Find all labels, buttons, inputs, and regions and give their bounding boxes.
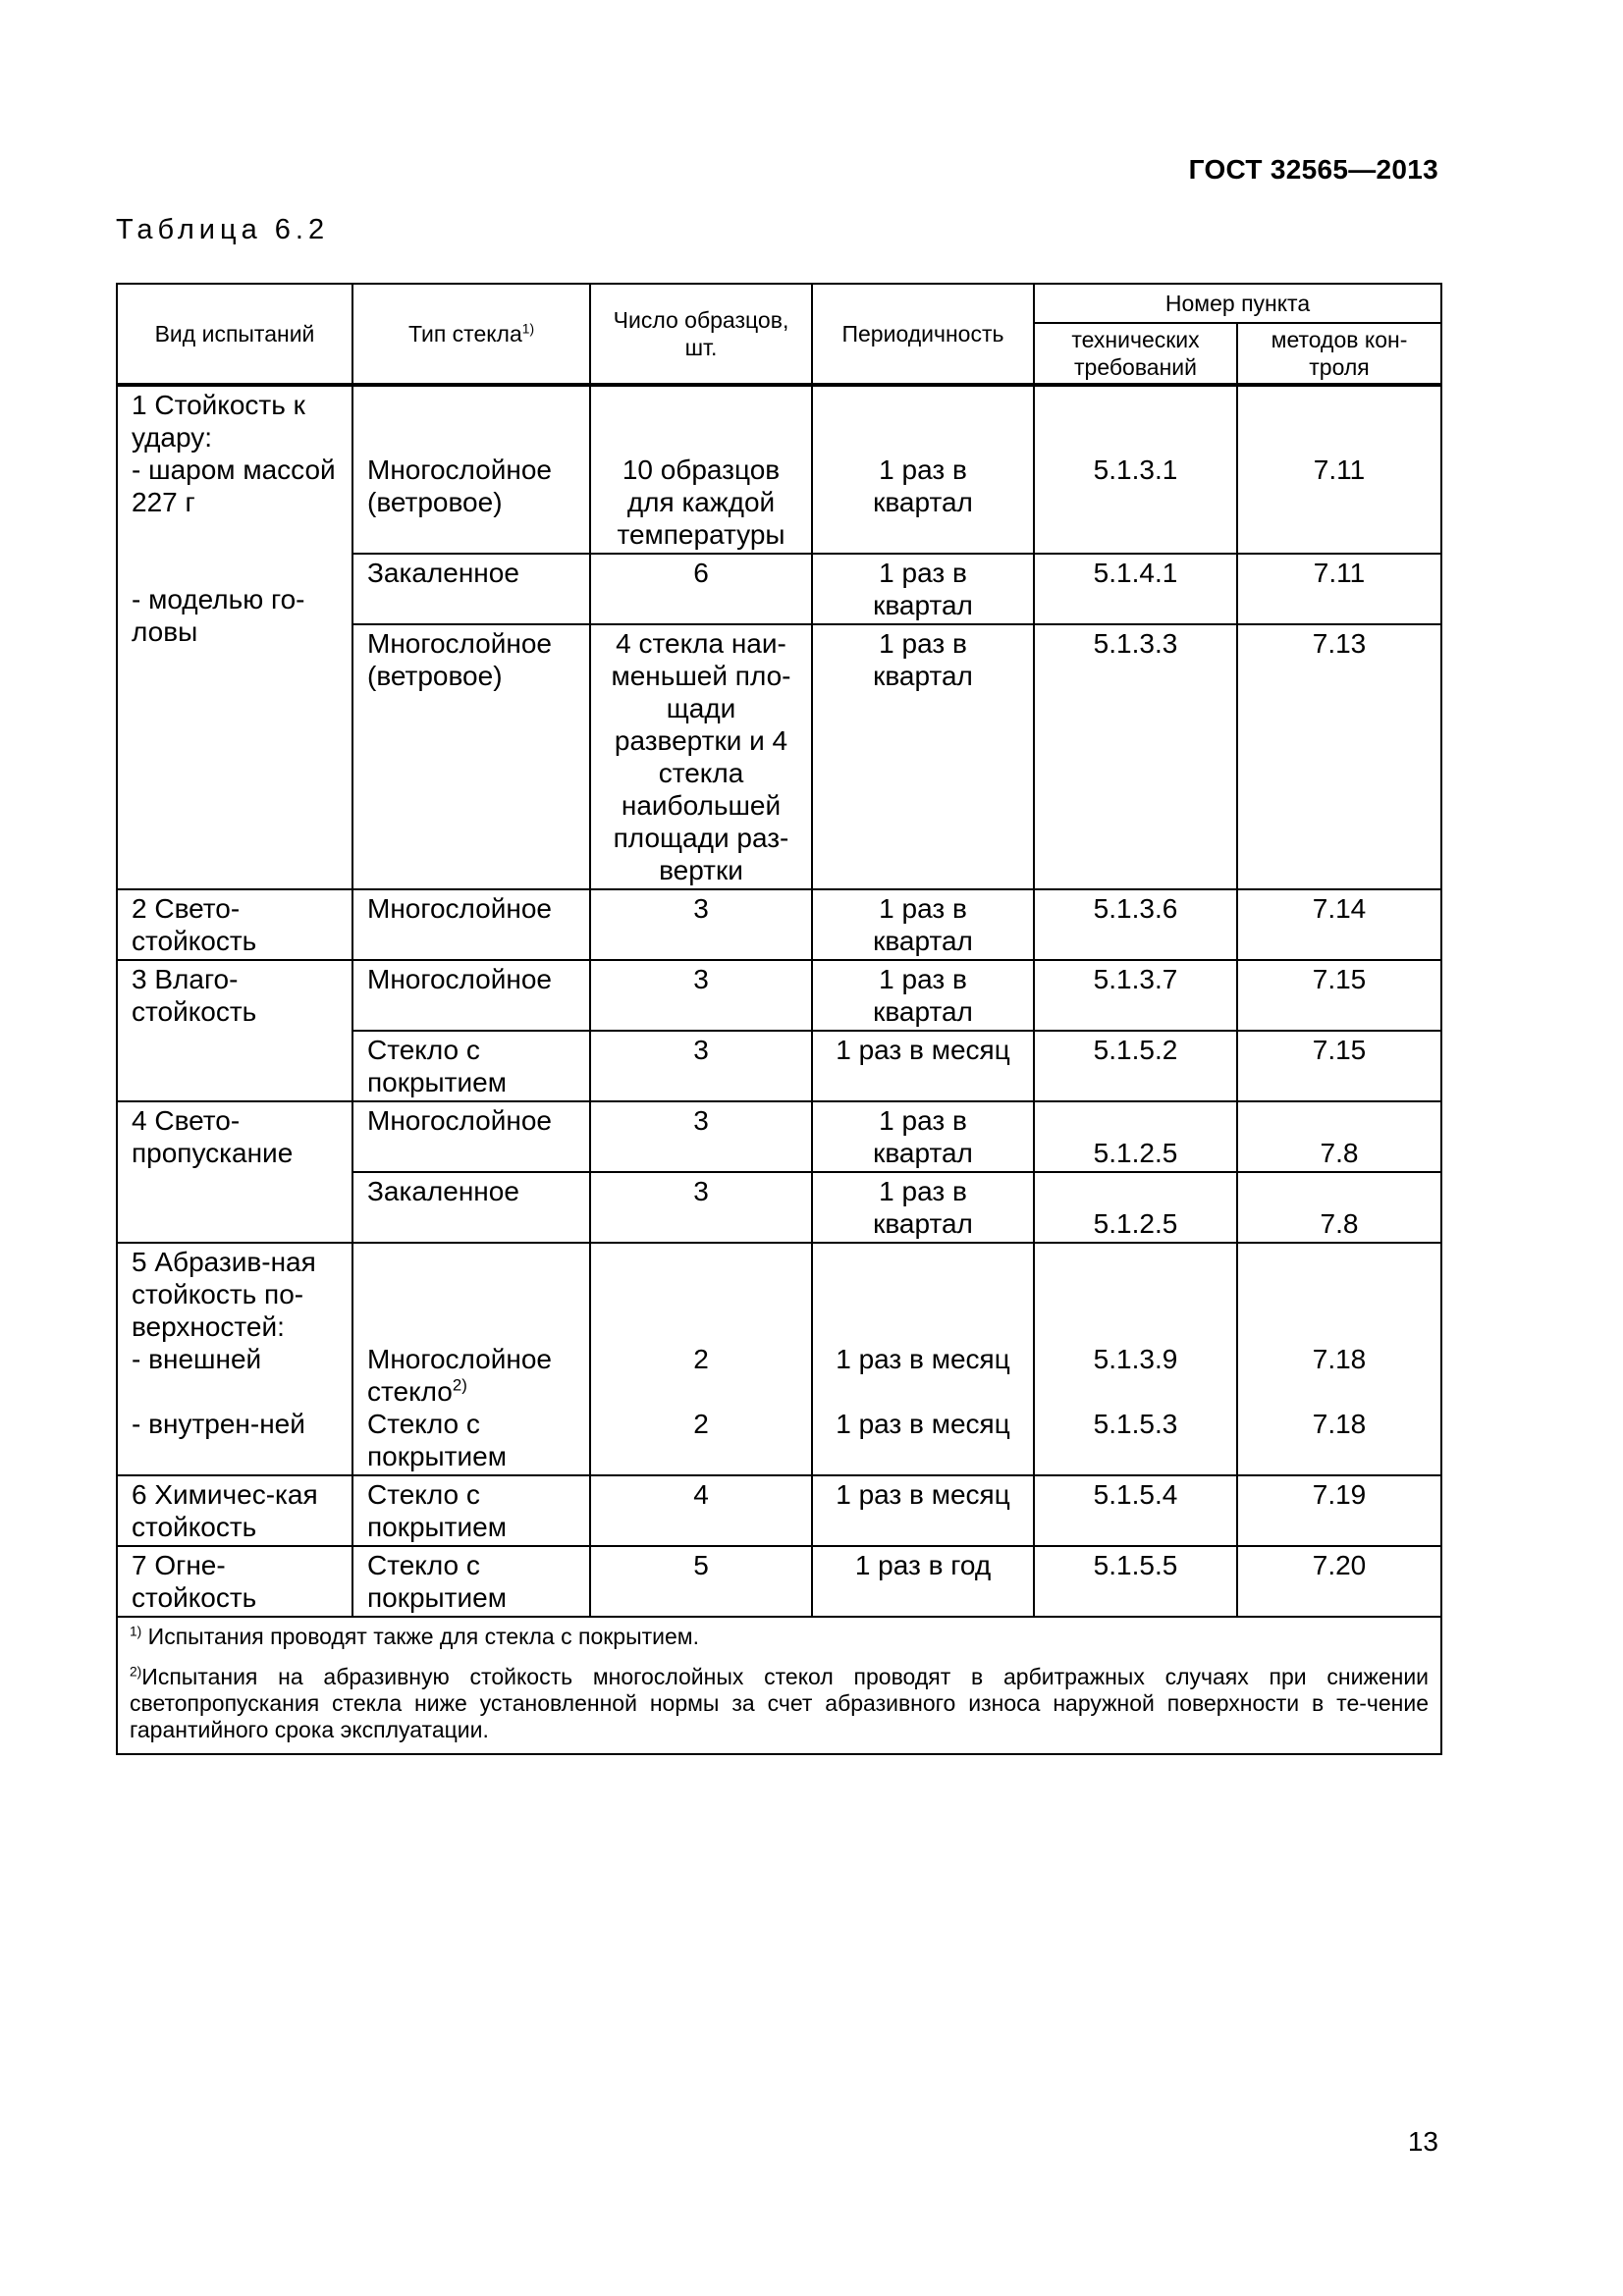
row5b-glass: Многослойное стекло xyxy=(367,1344,553,1407)
row4b-method: 7.8 xyxy=(1237,1172,1441,1243)
row1a-samples: 10 образцов для каждой температуры xyxy=(590,385,812,554)
row6-method: 7.19 xyxy=(1237,1475,1441,1546)
row1c-period: 1 раз в квартал xyxy=(812,624,1034,889)
row6-glass: Стекло с покрытием xyxy=(352,1475,590,1546)
document-code: ГОСТ 32565—2013 xyxy=(1188,154,1438,185)
row3a-method: 7.15 xyxy=(1237,960,1441,1031)
row2-glass: Многослойное xyxy=(352,889,590,960)
row4b-tech: 5.1.2.5 xyxy=(1034,1172,1237,1243)
row2-samples: 3 xyxy=(590,889,812,960)
row2-period: 1 раз в квартал xyxy=(812,889,1034,960)
row5-test-title: 5 Абразив-ная стойкость по-верхностей: xyxy=(132,1247,316,1342)
row1-test-title: 1 Стойкость к удару: xyxy=(132,390,305,453)
header-tech-requirements: технических требований xyxy=(1034,323,1237,385)
row1c-method: 7.13 xyxy=(1237,624,1441,889)
row1-test-head: - моделью го-ловы xyxy=(132,584,305,647)
row1b-method: 7.11 xyxy=(1237,554,1441,624)
row7-period: 1 раз в год xyxy=(812,1546,1034,1617)
row3b-method: 7.15 xyxy=(1237,1031,1441,1101)
row3a-glass: Многослойное xyxy=(352,960,590,1031)
row3a-tech: 5.1.3.7 xyxy=(1034,960,1237,1031)
row2-test: 2 Свето-стойкость xyxy=(117,889,352,960)
row5c-samples: 2 xyxy=(693,1409,709,1439)
test-schedule-table xyxy=(116,283,1442,1755)
row4a-tech: 5.1.2.5 xyxy=(1034,1101,1237,1172)
row3b-period: 1 раз в месяц xyxy=(812,1031,1034,1101)
table-caption: Таблица 6.2 xyxy=(116,214,330,245)
row3a-samples: 3 xyxy=(590,960,812,1031)
row6-samples: 4 xyxy=(590,1475,812,1546)
row7-tech: 5.1.5.5 xyxy=(1034,1546,1237,1617)
row1b-period: 1 раз в квартал xyxy=(812,554,1034,624)
row5b-method: 7.18 xyxy=(1312,1344,1367,1374)
row4a-period: 1 раз в квартал xyxy=(812,1101,1034,1172)
row1c-tech: 5.1.3.3 xyxy=(1034,624,1237,889)
header-samples: Число образцов, шт. xyxy=(590,284,812,385)
row4b-glass: Закаленное xyxy=(352,1172,590,1243)
row4a-samples: 3 xyxy=(590,1101,812,1172)
row5b-tech: 5.1.3.9 xyxy=(1093,1344,1178,1374)
header-periodicity: Периодичность xyxy=(812,284,1034,385)
row7-samples: 5 xyxy=(590,1546,812,1617)
row7-test: 7 Огне-стойкость xyxy=(117,1546,352,1617)
row1c-samples: 4 стекла наи-меньшей пло-щади развертки и 4 стекла наибольшей площади раз-вертки xyxy=(590,624,812,889)
row5c-period: 1 раз в месяц xyxy=(836,1409,1010,1439)
row3-test: 3 Влаго-стойкость xyxy=(117,960,352,1101)
header-item-number: Номер пункта xyxy=(1034,284,1441,323)
row1a-tech: 5.1.3.1 xyxy=(1034,385,1237,554)
header-control-methods: методов кон-троля xyxy=(1237,323,1441,385)
row1a-period: 1 раз в квартал xyxy=(812,385,1034,554)
table-row xyxy=(117,960,1441,1031)
row5c-tech: 5.1.5.3 xyxy=(1093,1409,1178,1439)
row1b-tech: 5.1.4.1 xyxy=(1034,554,1237,624)
row4-test: 4 Свето-пропускание xyxy=(117,1101,352,1243)
row5-test-cell xyxy=(117,1243,352,1475)
row7-glass: Стекло с покрытием xyxy=(352,1546,590,1617)
row1c-glass: Многослойное (ветровое) xyxy=(352,624,590,889)
row4b-samples: 3 xyxy=(590,1172,812,1243)
row5c-glass: Стекло с покрытием xyxy=(367,1409,507,1471)
footnote-2: $^{2)}$Испытания на абразивную стойкость многослойных стекол проводят в арбитражных случаях при снижении светопропускания стекла ниже установленной нормы за счет абразивного износа наружной поверхности в те-чение гарантийного срока эксплуатации. xyxy=(130,1664,1430,1742)
row4b-period: 1 раз в квартал xyxy=(812,1172,1034,1243)
row5b-period: 1 раз в месяц xyxy=(836,1344,1010,1374)
table-footnotes xyxy=(117,1617,1441,1754)
page-number: 13 xyxy=(1407,2126,1438,2157)
row6-period: 1 раз в месяц xyxy=(812,1475,1034,1546)
row5b-glass-note: 2) xyxy=(452,1375,467,1395)
row5-tech-cell xyxy=(1034,1243,1237,1475)
row5-samples-cell xyxy=(590,1243,812,1475)
row3b-samples: 3 xyxy=(590,1031,812,1101)
row5c-method: 7.18 xyxy=(1312,1409,1367,1439)
row1-test-cell xyxy=(117,385,352,889)
table-row xyxy=(117,1546,1441,1617)
row2-tech: 5.1.3.6 xyxy=(1034,889,1237,960)
row4a-method: 7.8 xyxy=(1237,1101,1441,1172)
row1b-glass: Закаленное xyxy=(352,554,590,624)
table-row xyxy=(117,1243,1441,1475)
row4a-glass: Многослойное xyxy=(352,1101,590,1172)
row1a-method: 7.11 xyxy=(1237,385,1441,554)
row6-tech: 5.1.5.4 xyxy=(1034,1475,1237,1546)
header-glass-type: Тип стекла$^{1)}$ xyxy=(352,284,590,385)
row5-glass-cell xyxy=(352,1243,590,1475)
table-row xyxy=(117,889,1441,960)
row5b-samples: 2 xyxy=(693,1344,709,1374)
row7-method: 7.20 xyxy=(1237,1546,1441,1617)
row3b-glass: Стекло с покрытием xyxy=(352,1031,590,1101)
row5-method-cell xyxy=(1237,1243,1441,1475)
row5-test-inner: - внутрен-ней xyxy=(132,1409,305,1439)
row3a-period: 1 раз в квартал xyxy=(812,960,1034,1031)
row5-period-cell xyxy=(812,1243,1034,1475)
row2-method: 7.14 xyxy=(1237,889,1441,960)
row1b-samples: 6 xyxy=(590,554,812,624)
table-row xyxy=(117,1101,1441,1172)
row1a-glass: Многослойное (ветровое) xyxy=(352,385,590,554)
table-row xyxy=(117,1475,1441,1546)
row1-test-ball: - шаром массой 227 г xyxy=(132,454,336,517)
header-test-type: Вид испытаний xyxy=(117,284,352,385)
row6-test: 6 Химичес-кая стойкость xyxy=(117,1475,352,1546)
row3b-tech: 5.1.5.2 xyxy=(1034,1031,1237,1101)
row5-test-outer: - внешней xyxy=(132,1344,262,1374)
footnote-1: $^{1)}$ Испытания проводят также для стекла с покрытием. xyxy=(130,1624,700,1649)
table-row xyxy=(117,385,1441,554)
